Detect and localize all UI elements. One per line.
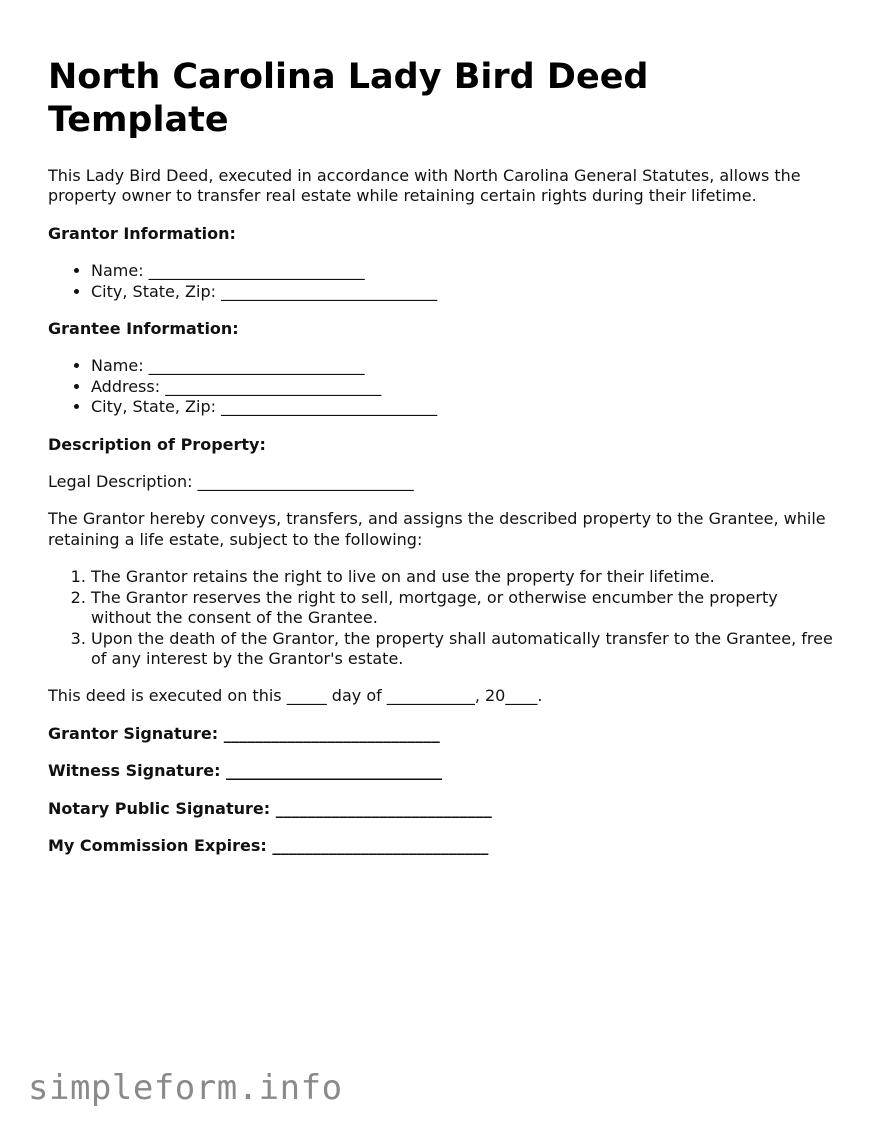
conditions-list	[48, 567, 838, 669]
grantor-name-field: • Name: ___________________________	[91, 261, 838, 281]
property-heading: Description of Property:	[48, 434, 266, 454]
notary-signature-line: Notary Public Signature: ___________________________	[48, 798, 492, 818]
condition-item: 1. The Grantor retains the right to live on and use the property for their lifetime.	[91, 567, 838, 587]
grantor-heading: Grantor Information:	[48, 223, 236, 243]
document-page	[48, 56, 838, 873]
grantee-heading: Grantee Information:	[48, 319, 239, 339]
grantor-list	[48, 261, 838, 302]
execution-date-line: This deed is executed on this _____ day of ___________, 20____.	[48, 686, 543, 706]
intro-paragraph: This Lady Bird Deed, executed in accordance with North Carolina General Statutes, allows the property owner to transfer real estate while retaining certain rights during their lifetime.	[48, 166, 801, 206]
condition-item: 2. The Grantor reserves the right to sell, mortgage, or otherwise encumber the property without the consent of the Grantee.	[91, 588, 838, 629]
commission-expires-line: My Commission Expires: ___________________________	[48, 835, 489, 855]
grantor-signature-line: Grantor Signature: ___________________________	[48, 723, 440, 743]
witness-signature-line: Witness Signature: ___________________________	[48, 761, 443, 781]
conveyance-paragraph: The Grantor hereby conveys, transfers, and assigns the described property to the Grantee, while retaining a life estate, subject to the following:	[48, 509, 826, 549]
grantor-city-state-zip-field: • City, State, Zip: ___________________________	[91, 282, 838, 302]
grantee-list	[48, 356, 838, 417]
grantee-name-field: • Name: ___________________________	[91, 356, 838, 376]
grantee-address-field: • Address: ___________________________	[91, 377, 838, 397]
grantee-city-state-zip-field: • City, State, Zip: ___________________________	[91, 397, 838, 417]
legal-description-field: Legal Description: ___________________________	[48, 472, 414, 492]
document-title: North Carolina Lady Bird Deed Template	[48, 57, 649, 140]
watermark: simpleform.info	[28, 1068, 343, 1108]
condition-item: 3. Upon the death of the Grantor, the property shall automatically transfer to the Grantee, free of any interest by the Grantor's estate.	[91, 629, 838, 670]
